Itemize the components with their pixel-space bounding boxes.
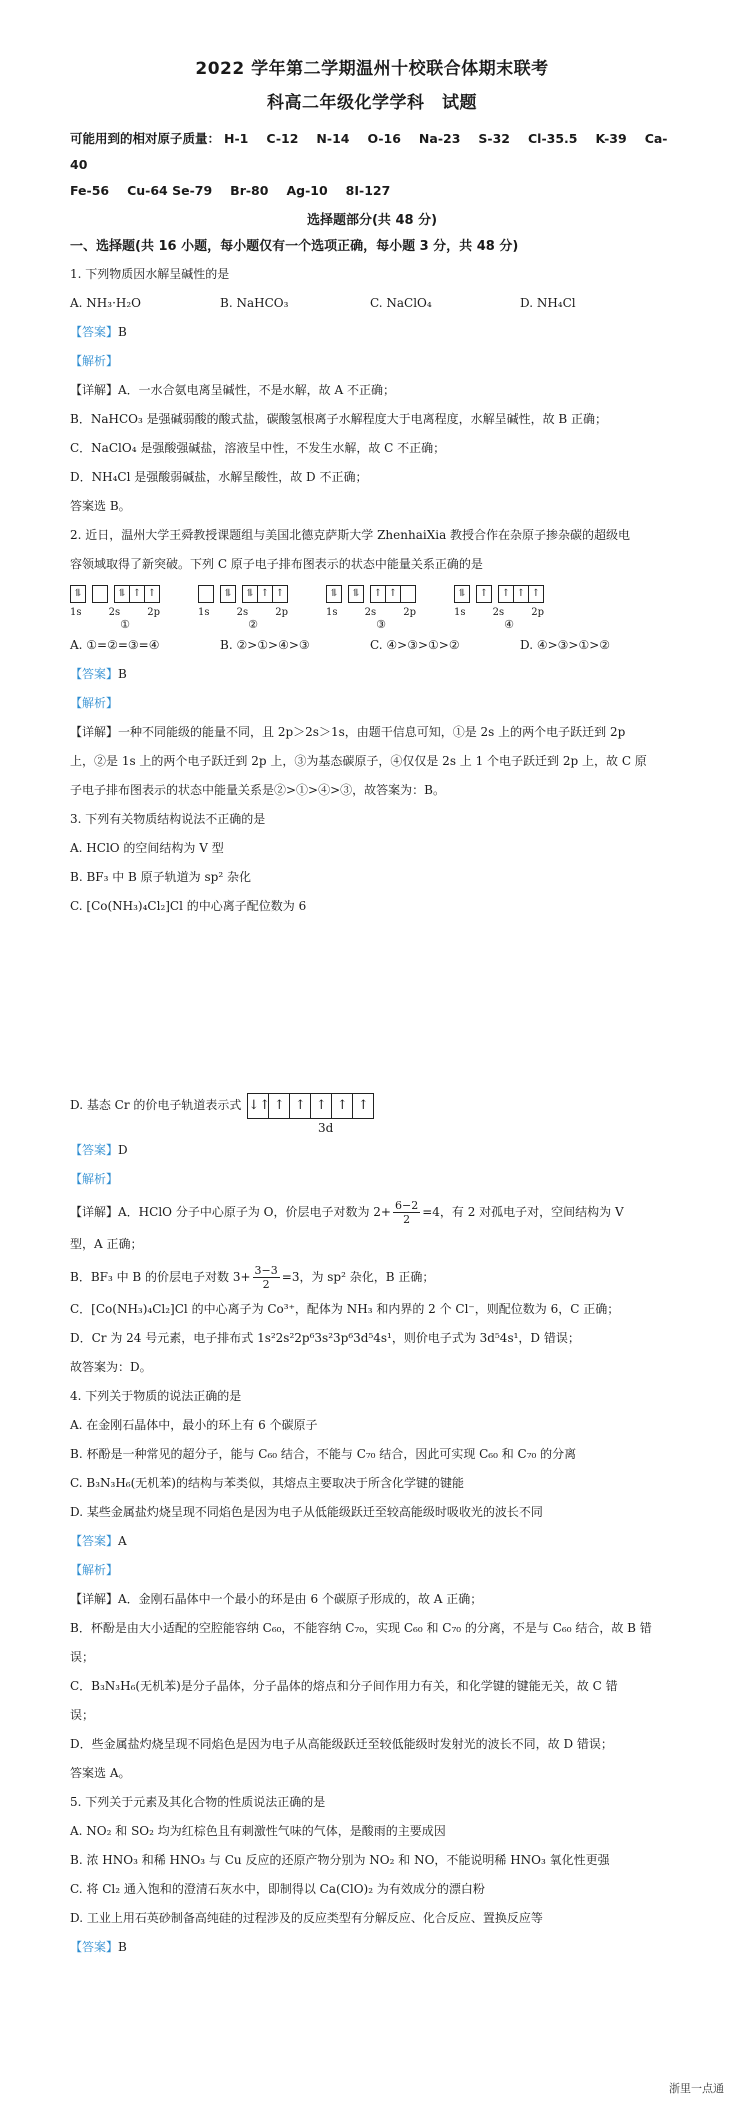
answer-tag: 【答案】 — [70, 1143, 119, 1157]
fraction: $\frac{6-2}{2}$ — [394, 1199, 419, 1226]
orbital-label: 2s — [236, 607, 249, 618]
question-2-detail: 【详解】一种不同能级的能量不同，且 2p＞2s＞1s，由题干信息可知，①是 2s 上的两个电子跃迁到 2p — [70, 725, 626, 739]
detail-tag: 【详解】 — [70, 383, 119, 397]
orbital-box: ⥮ — [114, 585, 130, 603]
question-1-conclusion: 答案选 B。 — [70, 499, 131, 513]
orbital-box: ↑ — [290, 1093, 311, 1119]
option-b: B. BF₃ 中 B 原子轨道为 sp² 杂化 — [70, 870, 251, 884]
option-d: D. ④>③>①>② — [520, 638, 611, 652]
orbital-box-2s — [92, 585, 108, 603]
question-4-detail: 误； — [70, 1650, 95, 1664]
answer-tag: 【答案】 — [70, 325, 119, 339]
option-c: C. ④>③>①>② — [370, 638, 460, 652]
question-4-answer: 【答案】A — [70, 1534, 127, 1548]
orbital-diagrams — [70, 585, 674, 631]
option-b: B. ②>①>④>③ — [220, 638, 310, 652]
diagram-marker: ④ — [504, 618, 514, 631]
analysis-tag: 【解析】 — [70, 354, 119, 368]
question-3-detail: 【详解】A．HClO 分子中心原子为 O，价层电子对数为 2+ $\frac{6-2}{2}$ =4，有 2 对孤电子对，空间结构为 V — [70, 1199, 624, 1226]
orbital-box-1s — [198, 585, 214, 603]
orbital-box-2p — [498, 585, 544, 603]
orbital-box: ↑ — [386, 585, 401, 603]
orbital-box-1s: ⥮ — [70, 585, 86, 603]
orbital-box-2p — [242, 585, 288, 603]
orbital-box-2p — [114, 585, 160, 603]
orbital-label: 2s — [108, 607, 121, 618]
orbital-box: ↑ — [130, 585, 145, 603]
orbital-box-2s: ⥮ — [220, 585, 236, 603]
exam-title: 2022 学年第二学期温州十校联合体期末联考 — [195, 59, 549, 79]
orbital-box-2p — [370, 585, 416, 603]
detail-tag: 【详解】 — [70, 1205, 119, 1219]
option-c: C. NaClO₄ — [370, 296, 432, 310]
question-1-answer: 【答案】B — [70, 325, 127, 339]
orbital-diagram — [326, 585, 436, 631]
option-c: C. [Co(NH₃)₄Cl₂]Cl 的中心离子配位数为 6 — [70, 899, 307, 913]
analysis-tag: 【解析】 — [70, 1172, 119, 1186]
answer-tag: 【答案】 — [70, 1940, 119, 1954]
question-4-detail: B．杯酚是由大小适配的空腔能容纳 C₆₀，不能容纳 C₇₀，实现 C₆₀ 和 C₇₀ 的分离，不是与 C₆₀ 结合，故 B 错 — [70, 1621, 652, 1635]
answer-tag: 【答案】 — [70, 667, 119, 681]
orbital-box: ↑ — [529, 585, 544, 603]
exam-subtitle: 科高二年级化学学科 试题 — [267, 93, 477, 113]
option-a: A. NO₂ 和 SO₂ 均为红棕色且有刺激性气味的气体，是酸雨的主要成因 — [70, 1824, 446, 1838]
option-b: B. NaHCO₃ — [220, 296, 289, 310]
orbital-box-1s: ⥮ — [454, 585, 470, 603]
question-2-detail: 子电子排布图表示的状态中能量关系是②>①>④>③，故答案为：B。 — [70, 783, 445, 797]
question-5-answer: 【答案】B — [70, 1940, 127, 1954]
option-c: C. B₃N₃H₆(无机苯)的结构与苯类似，其熔点主要取决于所含化学键的键能 — [70, 1476, 464, 1490]
analysis-tag: 【解析】 — [70, 1563, 119, 1577]
option-b: B. 杯酚是一种常见的超分子，能与 C₆₀ 结合，不能与 C₇₀ 结合，因此可实现 C₆₀ 和 C₇₀ 的分离 — [70, 1447, 577, 1461]
fraction: $\frac{3-3}{2}$ — [254, 1264, 278, 1291]
question-3-conclusion: 故答案为：D。 — [70, 1360, 152, 1374]
diagram-marker: ③ — [376, 618, 386, 631]
orbital-diagram — [70, 585, 180, 631]
orbital-box: ↑ — [273, 585, 288, 603]
question-3-detail: D．Cr 为 24 号元素，电子排布式 1s²2s²2p⁶3s²3p⁶3d⁵4s¹，则价电子式为 3d⁵4s¹，D 错误； — [70, 1331, 580, 1345]
section-instructions: 一、选择题(共 16 小题，每小题仅有一个选项正确，每小题 3 分，共 48 分) — [70, 239, 519, 254]
option-c: C. 将 Cl₂ 通入饱和的澄清石灰水中，即制得以 Ca(ClO)₂ 为有效成分的漂白粉 — [70, 1882, 485, 1896]
question-3-detail: B．BF₃ 中 B 的价层电子对数 3+ $\frac{3-3}{2}$ =3，为 sp² 杂化，B 正确； — [70, 1264, 435, 1291]
orbital-box: ↑ — [258, 585, 273, 603]
question-4-detail: D．些金属盐灼烧呈现不同焰色是因为电子从高能级跃迁至较低能级时发射光的波长不同，故 D 错误； — [70, 1737, 613, 1751]
question-4-detail: 【详解】A．金刚石晶体中一个最小的环是由 6 个碳原子形成的，故 A 正确； — [70, 1592, 483, 1606]
orbital-box: ↑ — [145, 585, 160, 603]
orbital-label: 1s — [198, 607, 210, 618]
option-d: D. 工业上用石英砂制备高纯硅的过程涉及的反应类型有分解反应、化合反应、置换反应等 — [70, 1911, 543, 1925]
question-3-detail: C．[Co(NH₃)₄Cl₂]Cl 的中心离子为 Co³⁺，配体为 NH₃ 和内界的 2 个 Cl⁻，则配位数为 6，C 正确； — [70, 1302, 620, 1316]
question-3-answer: 【答案】D — [70, 1143, 128, 1157]
orbital-label: 2p — [275, 607, 288, 618]
diagram-marker: ① — [120, 618, 130, 631]
orbital-box: ⥮ — [242, 585, 258, 603]
question-1-stem: 1. 下列物质因水解呈碱性的是 — [70, 267, 230, 281]
orbital-box: ↑ — [311, 1093, 332, 1119]
orbital-box: ↑ — [514, 585, 529, 603]
orbital-label: 2p — [531, 607, 544, 618]
answer-tag: 【答案】 — [70, 1534, 119, 1548]
orbital-diagram — [198, 585, 308, 631]
orbital-label: 1s — [70, 607, 82, 618]
option-d: D. 某些金属盐灼烧呈现不同焰色是因为电子从低能级跃迁至较高能级时吸收光的波长不同 — [70, 1505, 543, 1519]
orbital-box: ↑ — [269, 1093, 290, 1119]
option-a: A. ①=②=③=④ — [70, 638, 160, 652]
question-1-options — [70, 289, 674, 318]
question-4-detail: 误； — [70, 1708, 95, 1722]
option-a: A. 在金刚石晶体中，最小的环上有 6 个碳原子 — [70, 1418, 318, 1432]
section-title: 选择题部分(共 48 分) — [306, 213, 438, 228]
analysis-tag: 【解析】 — [70, 696, 119, 710]
orbital-box-2s: ↑ — [476, 585, 492, 603]
cr-orbital-boxes — [247, 1093, 374, 1119]
orbital-label: 2s — [492, 607, 505, 618]
blank-space — [70, 921, 674, 1091]
option-b: B. 浓 HNO₃ 和稀 HNO₃ 与 Cu 反应的还原产物分别为 NO₂ 和 NO，不能说明稀 HNO₃ 氧化性更强 — [70, 1853, 610, 1867]
orbital-box: ↑ — [370, 585, 386, 603]
diagram-marker: ② — [248, 618, 258, 631]
orbital-box — [401, 585, 416, 603]
orbital-box: ↑ — [498, 585, 514, 603]
orbital-box-2s: ⥮ — [348, 585, 364, 603]
orbital-diagram — [454, 585, 564, 631]
orbital-box: ↑ — [353, 1093, 374, 1119]
orbital-label: 2p — [147, 607, 160, 618]
atomic-masses: 可能用到的相对原子质量： H-1 C-12 N-14 O-16 Na-23 S-32 Cl-35.5 K-39 Ca-40 Fe-56 Cu-64 Se-79 Br-80 Ag-10 8I-127 — [70, 131, 668, 198]
detail-tag: 【详解】 — [70, 725, 119, 739]
orbital-label: 1s — [454, 607, 466, 618]
orbital-label: 2s — [364, 607, 377, 618]
question-4-conclusion: 答案选 A。 — [70, 1766, 131, 1780]
atomic-masses-label: 可能用到的相对原子质量： — [70, 131, 221, 146]
question-2-options — [70, 631, 674, 660]
cr-orbital-label: 3d — [318, 1121, 334, 1135]
question-2-answer: 【答案】B — [70, 667, 127, 681]
footer-watermark: 浙里一点通 — [669, 2082, 724, 2095]
orbital-label: 2p — [403, 607, 416, 618]
option-d: D. 基态 Cr 的价电子轨道表示式 ↓↑ ↑ ↑ ↑ ↑ ↑ — [70, 1091, 674, 1120]
question-2-stem: 容领域取得了新突破。下列 C 原子电子排布图表示的状态中能量关系正确的是 — [70, 557, 483, 571]
detail-tag: 【详解】 — [70, 1592, 119, 1606]
question-3-stem: 3. 下列有关物质结构说法不正确的是 — [70, 812, 266, 826]
question-4-detail: C．B₃N₃H₆(无机苯)是分子晶体，分子晶体的熔点和分子间作用力有关，和化学键的键能无关，故 C 错 — [70, 1679, 618, 1693]
option-d: D. NH₄Cl — [520, 296, 576, 310]
question-4-stem: 4. 下列关于物质的说法正确的是 — [70, 1389, 242, 1403]
question-2-detail: 上，②是 1s 上的两个电子跃迁到 2p 上，③为基态碳原子，④仅仅是 2s 上 1 个电子跃迁到 2p 上，故 C 原 — [70, 754, 647, 768]
question-2-stem: 2. 近日，温州大学王舜教授课题组与美国北德克萨斯大学 ZhenhaiXia 教授合作在杂原子掺杂碳的超级电 — [70, 528, 631, 542]
option-a: A. HClO 的空间结构为 V 型 — [70, 841, 224, 855]
question-1-detail: B．NaHCO₃ 是强碱弱酸的酸式盐，碳酸氢根离子水解程度大于电离程度，水解呈碱性，故 B 正确； — [70, 412, 608, 426]
question-1-detail: 【详解】A．一水合氨电离呈碱性，不是水解，故 A 不正确； — [70, 383, 395, 397]
orbital-box: ↓↑ — [247, 1093, 269, 1119]
question-5-stem: 5. 下列关于元素及其化合物的性质说法正确的是 — [70, 1795, 326, 1809]
question-1-detail: D．NH₄Cl 是强酸弱碱盐，水解呈酸性，故 D 不正确； — [70, 470, 368, 484]
question-3-detail: 型，A 正确； — [70, 1237, 143, 1251]
question-1-detail: C．NaClO₄ 是强酸强碱盐，溶液呈中性，不发生水解，故 C 不正确； — [70, 441, 446, 455]
orbital-box: ↑ — [332, 1093, 353, 1119]
orbital-label: 1s — [326, 607, 338, 618]
orbital-box-1s: ⥮ — [326, 585, 342, 603]
option-a: A. NH₃·H₂O — [70, 296, 141, 310]
